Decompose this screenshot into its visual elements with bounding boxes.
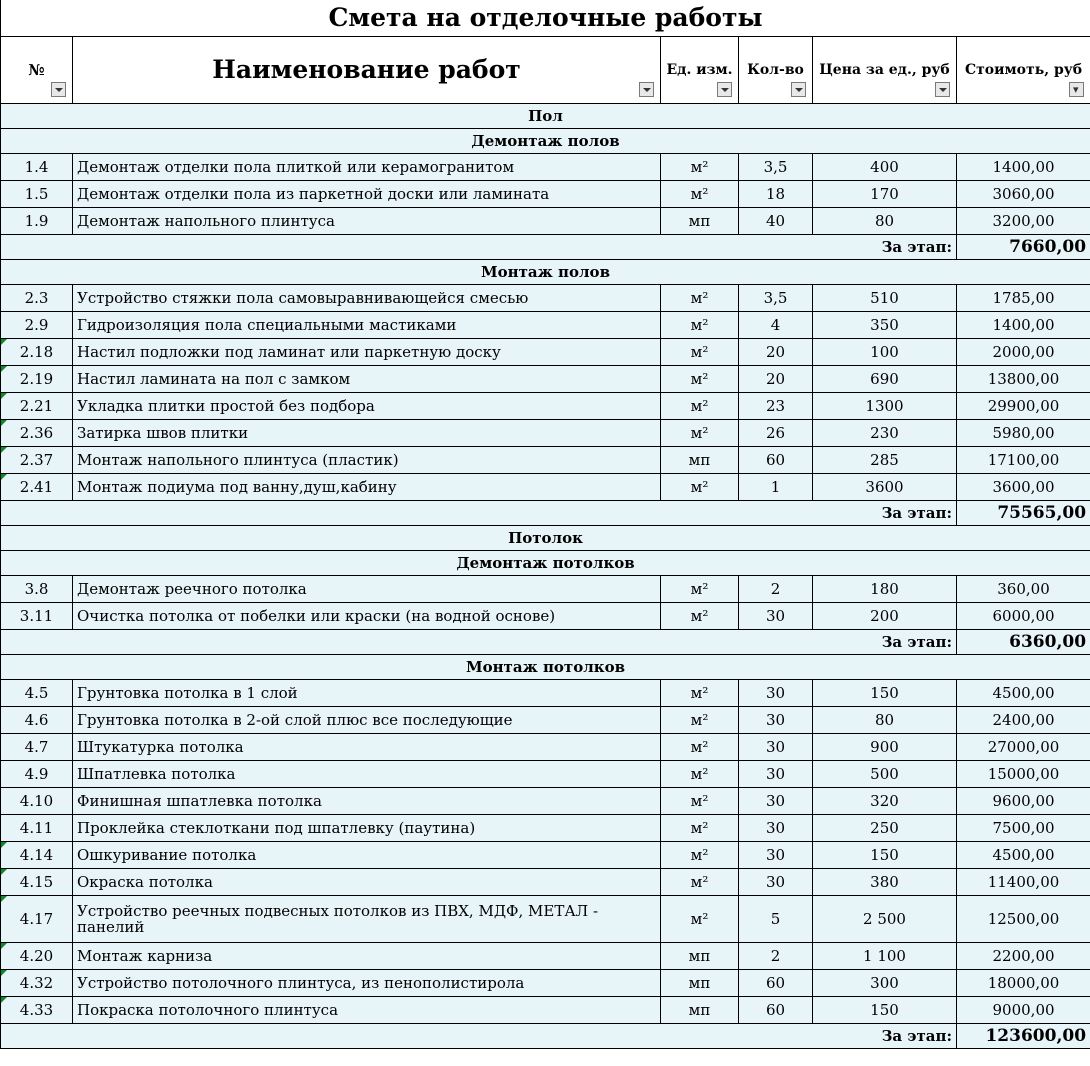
cell-num[interactable] [1, 393, 73, 420]
cell-qty[interactable]: 40 [739, 208, 813, 235]
cell-qty[interactable]: 30 [739, 815, 813, 842]
cell-price[interactable]: 285 [813, 447, 957, 474]
cell-cost[interactable]: 6000,00 [957, 603, 1090, 630]
cell-price[interactable]: 80 [813, 707, 957, 734]
cell-price[interactable]: 180 [813, 576, 957, 603]
cell-num-text: 4.15 [19, 873, 54, 891]
subsection-title: Монтаж потолков [1, 655, 1090, 680]
cell-num[interactable] [1, 815, 73, 842]
cell-cost[interactable]: 4500,00 [957, 842, 1090, 869]
table-row [1, 366, 1090, 393]
cell-price[interactable]: 510 [813, 285, 957, 312]
header-unit [661, 37, 739, 104]
table-row [1, 393, 1090, 420]
cell-name[interactable]: Демонтаж напольного плинтуса [73, 208, 661, 235]
header-row [1, 37, 1090, 104]
comment-indicator-icon [1, 339, 7, 345]
filter-dropdown-icon[interactable] [717, 82, 732, 97]
cell-num-text: 4.20 [19, 947, 54, 965]
subsection-title: Демонтаж полов [1, 129, 1090, 154]
table-row [1, 576, 1090, 603]
cell-cost[interactable]: 2000,00 [957, 339, 1090, 366]
table-row [1, 312, 1090, 339]
cell-qty[interactable]: 60 [739, 970, 813, 997]
cell-cost[interactable]: 15000,00 [957, 761, 1090, 788]
cell-name[interactable]: Монтаж карниза [73, 943, 661, 970]
comment-indicator-icon [1, 943, 7, 949]
comment-indicator-icon [1, 420, 7, 426]
filter-active-icon[interactable] [1069, 82, 1084, 97]
comment-indicator-icon [1, 970, 7, 976]
section-row [1, 104, 1090, 129]
cell-num-text: 2.41 [19, 478, 54, 496]
cell-price[interactable]: 170 [813, 181, 957, 208]
cell-num-text: 2.19 [19, 370, 54, 388]
cell-price[interactable]: 350 [813, 312, 957, 339]
cell-price[interactable]: 250 [813, 815, 957, 842]
table-row [1, 970, 1090, 997]
cell-num-text: 4.32 [19, 974, 54, 992]
header-cost [957, 37, 1090, 104]
cell-num[interactable] [1, 208, 73, 235]
stage-total-label: За этап: [1, 1024, 957, 1049]
table-row [1, 842, 1090, 869]
subsection-row [1, 551, 1090, 576]
section-title: Пол [1, 104, 1090, 129]
cell-price[interactable]: 320 [813, 788, 957, 815]
stage-total-row [1, 630, 1090, 655]
cell-price[interactable]: 200 [813, 603, 957, 630]
table-row [1, 208, 1090, 235]
cell-num-text: 4.6 [24, 711, 49, 729]
header-num [1, 37, 73, 104]
cell-unit[interactable]: м² [661, 842, 739, 869]
stage-total-row [1, 501, 1090, 526]
cell-name[interactable]: Устройство реечных подвесных потолков из ПВХ, МДФ, МЕТАЛ - панелий [73, 896, 661, 943]
section-row [1, 526, 1090, 551]
stage-total-row [1, 1024, 1090, 1049]
table-row [1, 420, 1090, 447]
cell-price[interactable]: 150 [813, 842, 957, 869]
cell-price[interactable]: 500 [813, 761, 957, 788]
table-row [1, 896, 1090, 943]
header-name [73, 37, 661, 104]
cell-unit[interactable]: м² [661, 707, 739, 734]
cell-name[interactable]: Штукатурка потолка [73, 734, 661, 761]
cell-qty[interactable]: 30 [739, 734, 813, 761]
cell-unit[interactable]: м² [661, 312, 739, 339]
cell-num-text: 2.3 [24, 289, 49, 307]
cell-num-text: 4.17 [19, 910, 54, 928]
cell-num-text: 3.8 [24, 580, 49, 598]
cell-name[interactable]: Устройство потолочного плинтуса, из пенополистирола [73, 970, 661, 997]
cell-cost[interactable]: 27000,00 [957, 734, 1090, 761]
cell-name[interactable]: Шпатлевка потолка [73, 761, 661, 788]
table-row [1, 761, 1090, 788]
cell-unit[interactable]: м² [661, 761, 739, 788]
cell-num[interactable] [1, 680, 73, 707]
header-price-label: Цена за ед., руб [819, 61, 950, 78]
cell-num-text: 4.5 [24, 684, 49, 702]
cell-name[interactable]: Укладка плитки простой без подбора [73, 393, 661, 420]
cell-num[interactable] [1, 734, 73, 761]
cell-unit[interactable]: м² [661, 869, 739, 896]
cell-num-text: 2.36 [19, 424, 54, 442]
header-cost-label: Стоимоть, руб [964, 61, 1083, 78]
cell-cost[interactable]: 18000,00 [957, 970, 1090, 997]
table-row [1, 285, 1090, 312]
cell-qty[interactable]: 60 [739, 447, 813, 474]
cell-cost[interactable]: 4500,00 [957, 680, 1090, 707]
cell-unit[interactable]: м² [661, 734, 739, 761]
cell-num-text: 1.9 [24, 212, 49, 230]
cell-num[interactable] [1, 842, 73, 869]
cell-num-text: 2.18 [19, 343, 54, 361]
table-row [1, 447, 1090, 474]
cell-cost[interactable]: 12500,00 [957, 896, 1090, 943]
cell-qty[interactable]: 5 [739, 896, 813, 943]
cell-num[interactable] [1, 474, 73, 501]
cell-cost[interactable]: 17100,00 [957, 447, 1090, 474]
cell-cost[interactable]: 360,00 [957, 576, 1090, 603]
cell-price[interactable]: 2 500 [813, 896, 957, 943]
cell-unit[interactable]: м² [661, 680, 739, 707]
cell-unit[interactable]: м² [661, 576, 739, 603]
cell-num-text: 4.9 [24, 765, 49, 783]
cell-unit[interactable]: м² [661, 181, 739, 208]
cell-cost[interactable]: 1400,00 [957, 312, 1090, 339]
table-row [1, 943, 1090, 970]
stage-total-value[interactable]: 7660,00 [957, 235, 1090, 260]
cell-qty[interactable]: 3,5 [739, 154, 813, 181]
cell-price[interactable]: 690 [813, 366, 957, 393]
filter-dropdown-icon[interactable] [791, 82, 806, 97]
table-row [1, 603, 1090, 630]
cell-unit[interactable]: мп [661, 970, 739, 997]
comment-indicator-icon [1, 842, 7, 848]
cell-unit[interactable]: м² [661, 788, 739, 815]
cell-name[interactable]: Настил подложки под ламинат или паркетную доску [73, 339, 661, 366]
cell-unit[interactable]: мп [661, 997, 739, 1024]
cell-cost[interactable]: 1785,00 [957, 285, 1090, 312]
cell-qty[interactable]: 30 [739, 761, 813, 788]
cell-price[interactable]: 1300 [813, 393, 957, 420]
cell-num[interactable] [1, 312, 73, 339]
cell-price[interactable]: 230 [813, 420, 957, 447]
cell-num[interactable] [1, 447, 73, 474]
cell-name[interactable]: Затирка швов плитки [73, 420, 661, 447]
cell-name[interactable]: Монтаж подиума под ванну,душ,кабину [73, 474, 661, 501]
cell-cost[interactable]: 2400,00 [957, 707, 1090, 734]
cell-num[interactable] [1, 943, 73, 970]
cell-cost[interactable]: 29900,00 [957, 393, 1090, 420]
cell-num-text: 1.5 [24, 185, 49, 203]
stage-total-row [1, 235, 1090, 260]
stage-total-value[interactable]: 75565,00 [957, 501, 1090, 526]
cell-num[interactable] [1, 339, 73, 366]
cell-name[interactable]: Монтаж напольного плинтуса (пластик) [73, 447, 661, 474]
cell-cost[interactable]: 7500,00 [957, 815, 1090, 842]
cell-num[interactable] [1, 707, 73, 734]
cell-num-text: 2.21 [19, 397, 54, 415]
cell-qty[interactable]: 1 [739, 474, 813, 501]
header-unit-label: Ед. изм. [666, 61, 733, 78]
filter-dropdown-icon[interactable] [639, 82, 654, 97]
cell-price[interactable]: 380 [813, 869, 957, 896]
cell-name[interactable]: Грунтовка потолка в 2-ой слой плюс все последующие [73, 707, 661, 734]
cell-name[interactable]: Гидроизоляция пола специальными мастиками [73, 312, 661, 339]
cell-qty[interactable]: 26 [739, 420, 813, 447]
cell-unit[interactable]: м² [661, 420, 739, 447]
cell-name[interactable]: Устройство стяжки пола самовыравнивающейся смесью [73, 285, 661, 312]
header-name-label: Наименование работ [212, 55, 521, 84]
comment-indicator-icon [1, 869, 7, 875]
cell-qty[interactable]: 60 [739, 997, 813, 1024]
sheet-title: Смета на отделочные работы [1, 0, 1090, 37]
cell-price[interactable]: 80 [813, 208, 957, 235]
filter-dropdown-icon[interactable] [51, 82, 66, 97]
cell-unit[interactable]: мп [661, 208, 739, 235]
subsection-row [1, 129, 1090, 154]
cell-name[interactable]: Финишная шпатлевка потолка [73, 788, 661, 815]
header-num-label: № [28, 61, 45, 79]
table-row [1, 734, 1090, 761]
cell-num-text: 4.14 [19, 846, 54, 864]
cell-cost[interactable]: 9600,00 [957, 788, 1090, 815]
cell-num[interactable] [1, 603, 73, 630]
cell-qty[interactable]: 2 [739, 943, 813, 970]
cell-name[interactable]: Очистка потолка от побелки или краски (на водной основе) [73, 603, 661, 630]
cell-num-text: 3.11 [19, 607, 54, 625]
stage-total-label: За этап: [1, 630, 957, 655]
cell-qty[interactable]: 3,5 [739, 285, 813, 312]
cell-qty[interactable]: 18 [739, 181, 813, 208]
cell-num[interactable] [1, 896, 73, 943]
subsection-title: Демонтаж потолков [1, 551, 1090, 576]
cell-cost[interactable]: 11400,00 [957, 869, 1090, 896]
cell-qty[interactable]: 30 [739, 788, 813, 815]
cell-qty[interactable]: 2 [739, 576, 813, 603]
cell-cost[interactable]: 3060,00 [957, 181, 1090, 208]
stage-total-value[interactable]: 6360,00 [957, 630, 1090, 655]
cell-num[interactable] [1, 788, 73, 815]
cell-qty[interactable]: 4 [739, 312, 813, 339]
cell-name[interactable]: Настил ламината на пол с замком [73, 366, 661, 393]
cell-unit[interactable]: м² [661, 366, 739, 393]
cell-unit[interactable]: м² [661, 896, 739, 943]
table-row [1, 997, 1090, 1024]
cell-unit[interactable]: м² [661, 474, 739, 501]
cell-name[interactable]: Демонтаж отделки пола из паркетной доски или ламината [73, 181, 661, 208]
subsection-row [1, 655, 1090, 680]
table-row [1, 788, 1090, 815]
cell-unit[interactable]: м² [661, 393, 739, 420]
cell-price[interactable]: 1 100 [813, 943, 957, 970]
stage-total-label: За этап: [1, 235, 957, 260]
cell-unit[interactable]: м² [661, 603, 739, 630]
cell-cost[interactable]: 9000,00 [957, 997, 1090, 1024]
cell-qty[interactable]: 23 [739, 393, 813, 420]
cell-num[interactable] [1, 366, 73, 393]
comment-indicator-icon [1, 474, 7, 480]
cell-num[interactable] [1, 576, 73, 603]
table-row [1, 181, 1090, 208]
cell-num-text: 4.7 [24, 738, 49, 756]
table-row [1, 154, 1090, 181]
cell-qty[interactable]: 30 [739, 842, 813, 869]
cell-num-text: 1.4 [24, 158, 49, 176]
comment-indicator-icon [1, 896, 7, 902]
comment-indicator-icon [1, 997, 7, 1003]
table-row [1, 474, 1090, 501]
cell-price[interactable]: 150 [813, 997, 957, 1024]
cell-name[interactable]: Проклейка стеклоткани под шпатлевку (паутина) [73, 815, 661, 842]
cell-qty[interactable]: 30 [739, 869, 813, 896]
filter-dropdown-icon[interactable] [935, 82, 950, 97]
comment-indicator-icon [1, 393, 7, 399]
cell-price[interactable]: 100 [813, 339, 957, 366]
cell-price[interactable]: 900 [813, 734, 957, 761]
comment-indicator-icon [1, 366, 7, 372]
subsection-row [1, 260, 1090, 285]
header-qty-label: Кол-во [747, 61, 804, 78]
cell-num[interactable] [1, 997, 73, 1024]
header-qty [739, 37, 813, 104]
cell-cost[interactable]: 5980,00 [957, 420, 1090, 447]
cell-name[interactable]: Демонтаж отделки пола плиткой или керамогранитом [73, 154, 661, 181]
cell-cost[interactable]: 3200,00 [957, 208, 1090, 235]
cell-unit[interactable]: мп [661, 943, 739, 970]
cell-cost[interactable]: 3600,00 [957, 474, 1090, 501]
cell-num[interactable] [1, 420, 73, 447]
cell-qty[interactable]: 30 [739, 707, 813, 734]
cell-num[interactable] [1, 181, 73, 208]
cell-qty[interactable]: 20 [739, 339, 813, 366]
cell-num[interactable] [1, 761, 73, 788]
cell-price[interactable]: 400 [813, 154, 957, 181]
cell-num-text: 2.9 [24, 316, 49, 334]
cell-price[interactable]: 150 [813, 680, 957, 707]
cell-num[interactable] [1, 970, 73, 997]
cell-name[interactable]: Грунтовка потолка в 1 слой [73, 680, 661, 707]
cell-unit[interactable]: м² [661, 285, 739, 312]
section-title: Потолок [1, 526, 1090, 551]
cell-num[interactable] [1, 285, 73, 312]
table-row [1, 815, 1090, 842]
table-row [1, 680, 1090, 707]
cell-unit[interactable]: м² [661, 154, 739, 181]
table-row [1, 869, 1090, 896]
cell-unit[interactable]: мп [661, 447, 739, 474]
cell-num-text: 4.11 [19, 819, 54, 837]
cell-qty[interactable]: 30 [739, 680, 813, 707]
stage-total-label: За этап: [1, 501, 957, 526]
cell-cost[interactable]: 2200,00 [957, 943, 1090, 970]
header-price [813, 37, 957, 104]
cell-num-text: 2.37 [19, 451, 54, 469]
cell-num-text: 4.33 [19, 1001, 54, 1019]
table-row [1, 339, 1090, 366]
stage-total-value[interactable]: 123600,00 [957, 1024, 1090, 1049]
cell-num[interactable] [1, 154, 73, 181]
cell-name[interactable]: Демонтаж реечного потолка [73, 576, 661, 603]
comment-indicator-icon [1, 447, 7, 453]
cell-name[interactable]: Покраска потолочного плинтуса [73, 997, 661, 1024]
cell-num-text: 4.10 [19, 792, 54, 810]
cell-unit[interactable]: м² [661, 815, 739, 842]
cell-cost[interactable]: 13800,00 [957, 366, 1090, 393]
cell-qty[interactable]: 30 [739, 603, 813, 630]
cell-cost[interactable]: 1400,00 [957, 154, 1090, 181]
cell-qty[interactable]: 20 [739, 366, 813, 393]
cell-price[interactable]: 3600 [813, 474, 957, 501]
table-row [1, 707, 1090, 734]
cell-price[interactable]: 300 [813, 970, 957, 997]
cell-name[interactable]: Ошкуривание потолка [73, 842, 661, 869]
cell-num[interactable] [1, 869, 73, 896]
cell-unit[interactable]: м² [661, 339, 739, 366]
subsection-title: Монтаж полов [1, 260, 1090, 285]
cell-name[interactable]: Окраска потолка [73, 869, 661, 896]
